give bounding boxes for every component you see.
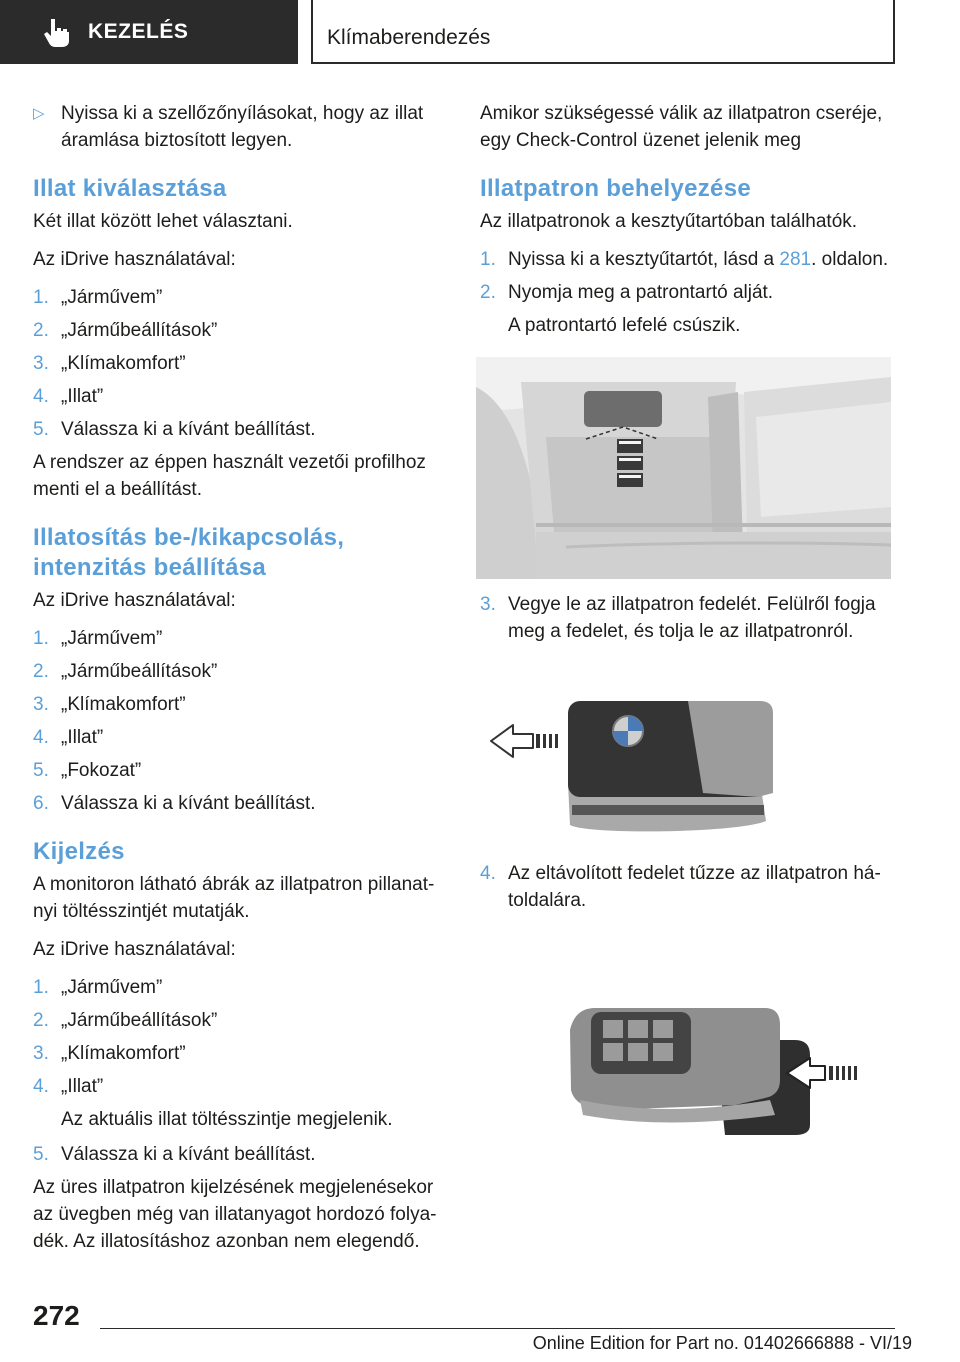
- step-number: 3.: [33, 694, 49, 715]
- step-number: 4.: [33, 1076, 49, 1097]
- step-number: 2.: [480, 282, 496, 303]
- step-text: „Járművem”: [61, 628, 163, 649]
- intro-bullet: [33, 100, 443, 154]
- topic-header: [311, 0, 895, 64]
- step-text: „Klímakomfort”: [61, 1043, 186, 1064]
- step-text: „Klímakomfort”: [61, 353, 186, 374]
- step-number: 4.: [480, 863, 496, 884]
- step-number: 5.: [33, 1144, 49, 1165]
- step-3-block: [480, 591, 890, 651]
- step-number: 2.: [33, 661, 49, 682]
- paragraph: Az iDrive használatával:: [33, 590, 236, 611]
- page-number: 272: [33, 1300, 80, 1331]
- footer-divider: [100, 1328, 895, 1329]
- paragraph: Két illat között lehet választani.: [33, 211, 293, 232]
- heading-illatpatron-behelyezese: Illatpatron behelyezése: [480, 175, 751, 202]
- step-text: Az eltávolított fedelet tűzze az illatpatron hátoldalára.: [508, 863, 881, 911]
- paragraph: Amikor szükségessé válik az illatpatron cseréje, egy Check-Control üzenet jelenik meg: [480, 103, 883, 151]
- list-item: [33, 1007, 443, 1034]
- step-text: „Járművem”: [61, 287, 163, 308]
- heading-kijelzes: Kijelzés: [33, 838, 125, 865]
- list-item: [33, 724, 443, 751]
- list-item: [33, 757, 443, 784]
- list-item: [33, 1073, 443, 1100]
- left-column: [33, 100, 443, 1266]
- step-text-end: . oldalon.: [811, 249, 889, 270]
- list-item: [33, 790, 443, 817]
- step-note: Az aktuális illat töltésszintje megjelenik.: [61, 1109, 393, 1130]
- right-column: [480, 100, 890, 347]
- topic-title: Klímaberendezés: [327, 26, 491, 49]
- list-item: [33, 416, 443, 443]
- step-note: A patrontartó lefelé csúszik.: [508, 315, 741, 336]
- step-number: 1.: [480, 249, 496, 270]
- step-text: Nyomja meg a patrontartó alját.: [508, 282, 774, 303]
- paragraph: A monitoron látható ábrák az illatpatron pillanatnyi töltésszintjét mutatják.: [33, 874, 435, 922]
- step-number: 2.: [33, 1010, 49, 1031]
- list-item: [33, 974, 443, 1001]
- list-item: [33, 317, 443, 344]
- list-item: [33, 1141, 443, 1168]
- step-number: 2.: [33, 320, 49, 341]
- step-text: „Illat”: [61, 727, 104, 748]
- list-item: [480, 246, 890, 273]
- list-item: [33, 383, 443, 410]
- steps-list-3: [33, 974, 443, 1168]
- step-text: „Klímakomfort”: [61, 694, 186, 715]
- section-title: KEZELÉS: [88, 20, 189, 43]
- step-text: „Járműbeállítások”: [61, 1010, 218, 1031]
- step-number: 3.: [33, 353, 49, 374]
- step-number: 5.: [33, 419, 49, 440]
- heading-illat-kivalasztasa: Illat kiválasztása: [33, 175, 227, 202]
- list-item: [33, 350, 443, 377]
- paragraph: Az iDrive használatával:: [33, 939, 236, 960]
- intro-bullet-text: Nyissa ki a szellőzőnyílásokat, hogy az illat áramlása biztosított legyen.: [61, 103, 424, 151]
- list-item: [480, 860, 890, 914]
- step-text: Válassza ki a kívánt beállítást.: [61, 1144, 316, 1165]
- cartridge-back-illustration: [565, 1000, 865, 1140]
- step-number: 1.: [33, 287, 49, 308]
- list-item: [33, 1040, 443, 1067]
- paragraph: Az illatpatronok a kesztyűtartóban találhatók.: [480, 211, 858, 232]
- hand-icon: [40, 15, 74, 49]
- step-4-block: [480, 860, 890, 920]
- edition-text: Online Edition for Part no. 01402666888 - VI/19: [532, 1333, 912, 1353]
- step-text: Válassza ki a kívánt beállítást.: [61, 793, 316, 814]
- cartridge-lid-illustration: [488, 693, 788, 838]
- step-text: Válassza ki a kívánt beállítást.: [61, 419, 316, 440]
- step-text: „Járművem”: [61, 977, 163, 998]
- list-item: [33, 625, 443, 652]
- step-text: „Fokozat”: [61, 760, 142, 781]
- list-item: [480, 591, 890, 645]
- heading-illatositas: Illatosítás be-/kikapcsolás, intenzitás beállítása: [33, 524, 345, 581]
- paragraph: Az üres illatpatron kijelzésének megjelenésekor az üvegben még van illatanyagot hordozó folyadék. Az illatosításhoz azonban nem elegendő.: [33, 1177, 437, 1252]
- page-link[interactable]: 281: [779, 249, 812, 270]
- step-text: „Illat”: [61, 1076, 104, 1097]
- glovebox-photo: [476, 357, 891, 579]
- list-item: [480, 279, 890, 306]
- steps-list-1: [33, 284, 443, 443]
- section-tab: [0, 0, 298, 64]
- list-item: [33, 691, 443, 718]
- step-text: Vegye le az illatpatron fedelét. Felülről fogja meg a fedelet, és tolja le az illatpatronról.: [508, 594, 876, 642]
- step-number: 6.: [33, 793, 49, 814]
- step-text: „Illat”: [61, 386, 104, 407]
- step-number: 3.: [480, 594, 496, 615]
- paragraph: Az iDrive használatával:: [33, 249, 236, 270]
- step-number: 5.: [33, 760, 49, 781]
- step-number: 4.: [33, 727, 49, 748]
- step-number: 1.: [33, 628, 49, 649]
- step-number: 1.: [33, 977, 49, 998]
- triangle-bullet-icon: ▷: [33, 105, 45, 122]
- step-text: Nyissa ki a kesztyűtartót, lásd a: [508, 249, 780, 270]
- list-item: [33, 284, 443, 311]
- step-number: 3.: [33, 1043, 49, 1064]
- step-text: „Járműbeállítások”: [61, 320, 218, 341]
- step-text: „Járműbeállítások”: [61, 661, 218, 682]
- steps-list-2: [33, 625, 443, 817]
- step-number: 4.: [33, 386, 49, 407]
- paragraph: A rendszer az éppen használt vezetői profilhoz menti el a beállítást.: [33, 452, 426, 500]
- list-item: [33, 658, 443, 685]
